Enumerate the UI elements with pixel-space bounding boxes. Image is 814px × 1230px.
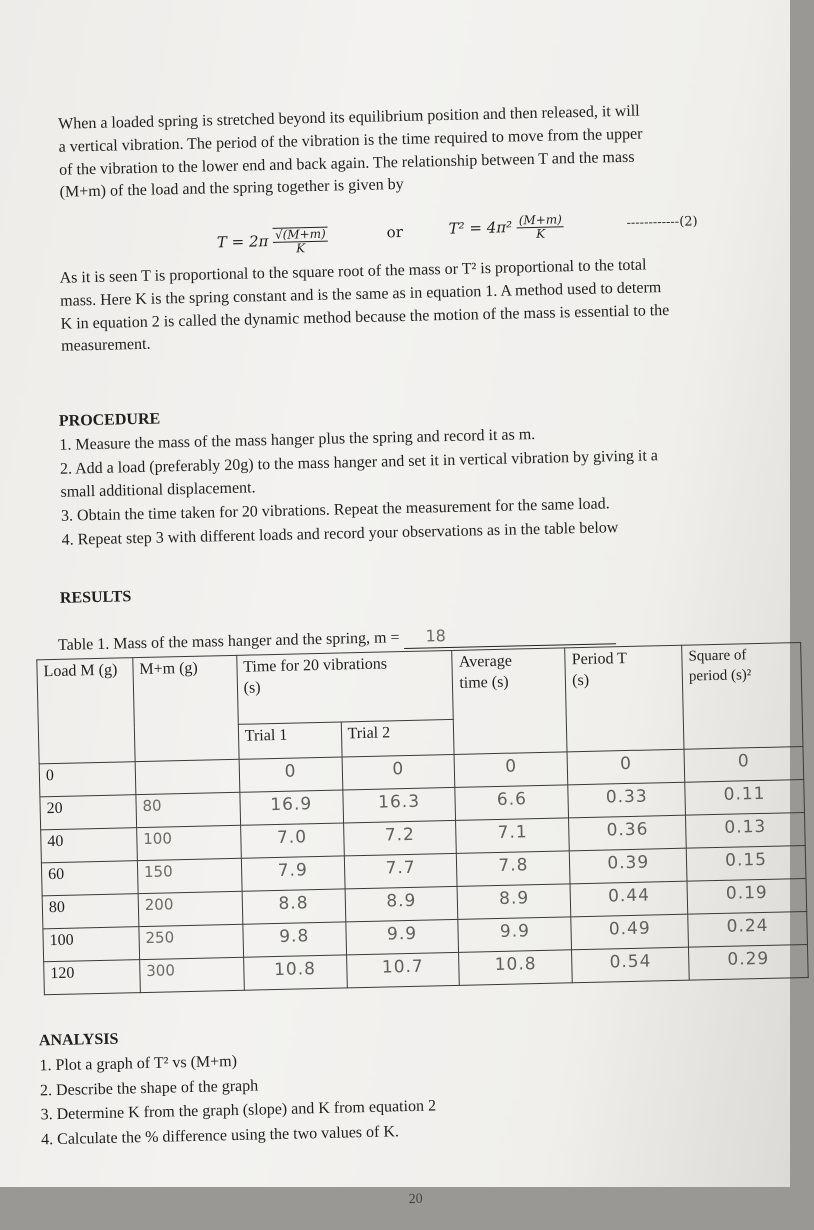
header-period — [565, 645, 684, 752]
cell-total-mass — [135, 759, 240, 794]
cell-total-mass: 100 — [136, 825, 241, 860]
period-formula-fraction — [273, 227, 328, 257]
cell-period: 0 — [567, 749, 685, 785]
cell-trial-1: 8.8 — [242, 889, 346, 924]
procedure-title: PROCEDURE — [58, 410, 161, 430]
procedure-step: small additional displacement. — [60, 479, 256, 502]
cell-square: 0.15 — [686, 845, 806, 881]
cell-period: 0.54 — [572, 947, 690, 983]
cell-total-mass: 150 — [137, 858, 242, 893]
cell-trial-2: 0 — [342, 754, 456, 790]
period-formula-denominator: K — [296, 241, 306, 256]
cell-average: 7.1 — [456, 818, 570, 854]
cell-total-mass: 300 — [139, 957, 244, 992]
cell-trial-2: 8.9 — [345, 886, 459, 922]
cell-trial-1: 7.0 — [240, 823, 344, 858]
procedure-step: 1. Measure the mass of the mass hanger plus the spring and record it as m. — [59, 425, 536, 454]
period-formula — [217, 227, 329, 258]
explanation-line: measurement. — [61, 336, 151, 356]
cell-square: 0.24 — [688, 911, 808, 947]
cell-total-mass: 80 — [136, 792, 241, 827]
procedure-step: 2. Add a load (preferably 20g) to the mass hanger and set it in vertical vibration by giving it a — [59, 446, 659, 478]
cell-trial-2: 9.9 — [345, 919, 459, 955]
cell-average: 9.9 — [458, 917, 572, 953]
header-period-line2: (s) — [571, 671, 590, 690]
explanation-line: K in equation 2 is called the dynamic method because the motion of the mass is essential to the — [60, 301, 670, 333]
intro-line: When a loaded spring is stretched beyond its equilibrium position and then released, it will — [57, 102, 640, 133]
cell-trial-2: 7.7 — [344, 853, 458, 889]
header-square-line1: Square of — [688, 647, 747, 665]
procedure-section — [59, 395, 792, 554]
cell-average: 10.8 — [459, 950, 573, 986]
cell-load: 40 — [41, 828, 138, 863]
header-time-line1: Time for 20 vibrations — [243, 655, 388, 676]
mass-m-value: 18 — [403, 622, 615, 649]
intro-line: (M+m) of the load and the spring together is given by — [59, 176, 404, 202]
cell-average: 8.9 — [457, 884, 571, 920]
cell-period: 0.49 — [571, 914, 689, 950]
cell-square: 0.19 — [687, 878, 807, 914]
cell-square: 0 — [684, 747, 804, 783]
analysis-item: 2. Describe the shape of the graph — [39, 1077, 259, 1100]
cell-square: 0.11 — [685, 780, 805, 816]
cell-load: 120 — [44, 960, 141, 995]
equation-label: ------------(2) — [626, 214, 698, 231]
header-period-line1: Period T — [571, 649, 628, 669]
period-squared-formula — [448, 213, 564, 243]
formula-or: or — [386, 222, 404, 242]
header-trial-2: Trial 2 — [341, 719, 455, 757]
cell-average: 6.6 — [455, 785, 569, 821]
cell-period: 0.44 — [570, 881, 688, 917]
analysis-section — [39, 1014, 802, 1155]
cell-trial-1: 9.8 — [243, 922, 347, 957]
header-load: Load M (g) — [37, 658, 135, 764]
results-title: RESULTS — [59, 588, 132, 607]
intro-line: a vertical vibration. The period of the vibration is the time required to move from the upper — [58, 125, 643, 156]
header-time — [236, 650, 453, 724]
cell-trial-2: 10.7 — [346, 952, 460, 988]
period-squared-numerator: (M+m) — [517, 213, 564, 228]
cell-average: 7.8 — [457, 851, 571, 887]
intro-paragraph — [58, 98, 780, 205]
cell-average: 0 — [454, 752, 568, 788]
page-number: 20 — [408, 1191, 423, 1208]
equation-2 — [216, 208, 777, 261]
explanation-line: As it is seen T is proportional to the square root of the mass or T² is proportional to the total — [59, 256, 647, 287]
header-total-mass: M+m (g) — [133, 655, 239, 761]
period-squared-denominator: K — [536, 226, 546, 242]
cell-total-mass: 250 — [139, 924, 244, 959]
period-formula-numerator: √(M+m) — [273, 227, 328, 243]
cell-load: 0 — [39, 762, 136, 797]
cell-load: 20 — [40, 795, 137, 830]
table-caption-text: Table 1. Mass of the mass hanger and the spring, m = — [57, 629, 400, 654]
cell-period: 0.33 — [568, 782, 686, 818]
header-time-line2: (s) — [243, 679, 261, 697]
cell-square: 0.13 — [686, 812, 806, 848]
cell-trial-1: 10.8 — [243, 955, 347, 990]
header-average-line1: Average — [458, 652, 513, 671]
header-average — [452, 648, 567, 755]
explanation-paragraph — [59, 252, 786, 360]
analysis-title: ANALYSIS — [38, 1030, 119, 1050]
cell-trial-1: 16.9 — [240, 790, 344, 825]
cell-period: 0.39 — [570, 848, 688, 884]
header-square-line2: period (s)² — [688, 666, 752, 685]
cell-square: 0.29 — [689, 944, 809, 980]
analysis-item: 1. Plot a graph of T² vs (M+m) — [39, 1052, 238, 1075]
period-formula-lhs: T = 2π — [216, 232, 269, 252]
analysis-item: 4. Calculate the % difference using the two values of K. — [41, 1123, 400, 1149]
cell-trial-2: 7.2 — [343, 820, 457, 856]
procedure-step: 4. Repeat step 3 with different loads and record your observations as in the table below — [61, 519, 619, 549]
explanation-line: mass. Here K is the spring constant and is the same as in equation 1. A method used to determ — [59, 278, 662, 310]
procedure-step: 3. Obtain the time taken for 20 vibrations. Repeat the measurement for the same load. — [60, 495, 610, 525]
period-squared-lhs: T² = 4π² — [448, 218, 513, 238]
intro-line: of the vibration to the lower end and back again. The relationship between T and the mass — [58, 148, 635, 179]
worksheet-page — [2, 12, 809, 1229]
results-table — [36, 642, 808, 995]
analysis-item: 3. Determine K from the graph (slope) and K from equation 2 — [40, 1097, 437, 1124]
cell-load: 100 — [43, 927, 140, 962]
table-header-row — [37, 643, 802, 729]
period-squared-fraction — [517, 213, 565, 241]
cell-load: 60 — [41, 861, 138, 896]
cell-period: 0.36 — [569, 815, 687, 851]
cell-trial-1: 7.9 — [241, 856, 345, 891]
header-trial-1: Trial 1 — [238, 722, 342, 759]
cell-total-mass: 200 — [138, 891, 243, 926]
header-square-period — [682, 643, 803, 750]
header-average-line2: time (s) — [459, 673, 509, 692]
cell-trial-1: 0 — [239, 757, 343, 792]
cell-trial-2: 16.3 — [342, 787, 456, 823]
cell-load: 80 — [42, 894, 139, 929]
